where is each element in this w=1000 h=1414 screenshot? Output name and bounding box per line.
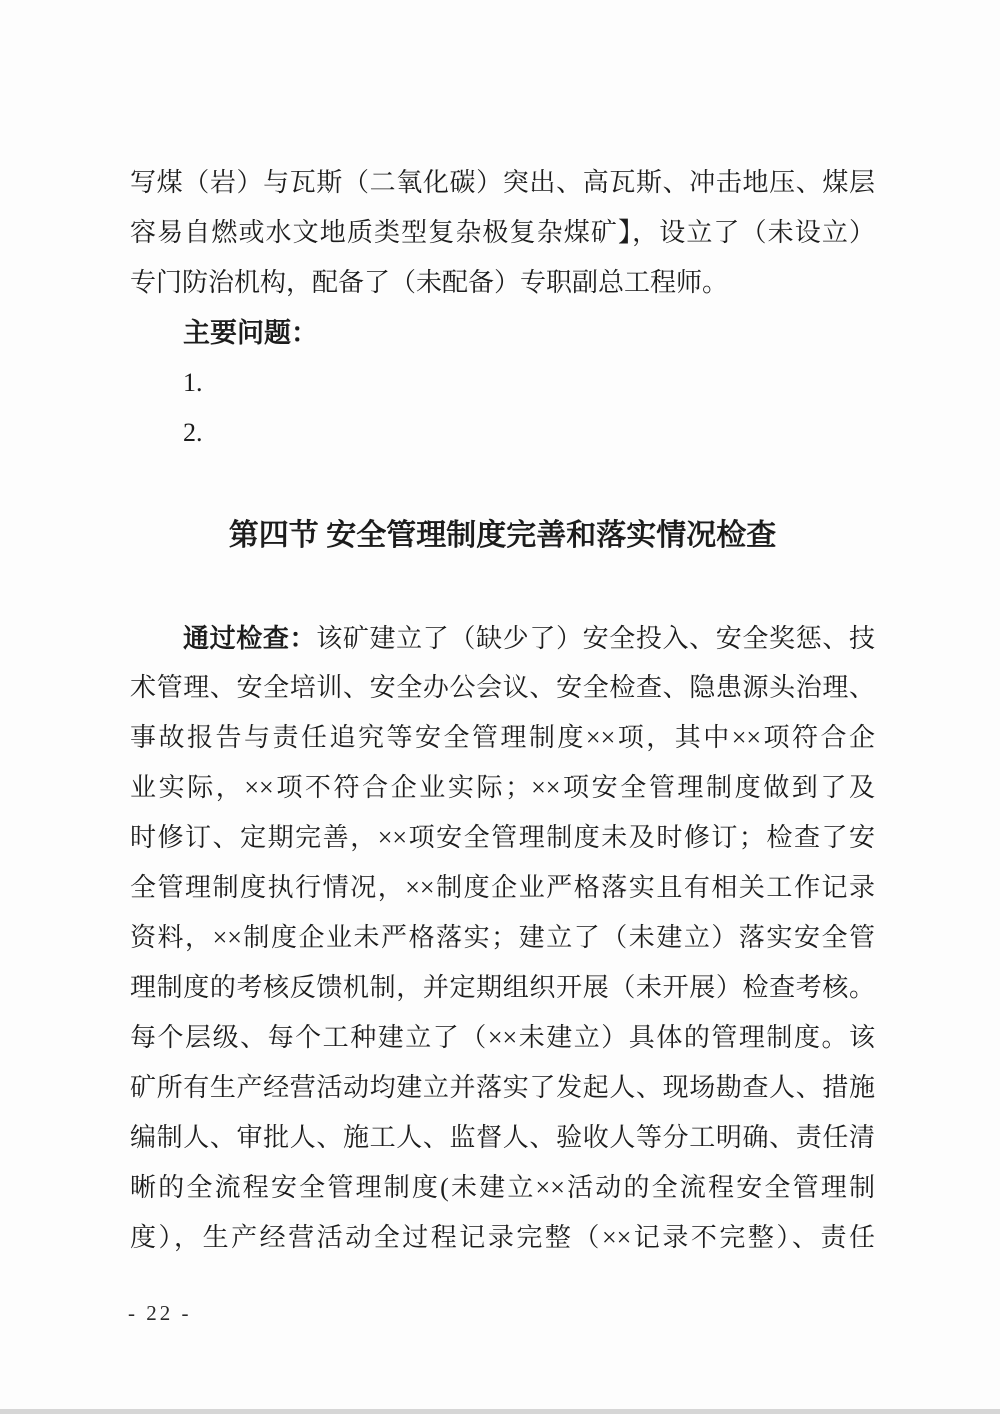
list-item-1 [130, 358, 875, 408]
text-line: 写煤（岩）与瓦斯（二氧化碳）突出、高瓦斯、冲击地压、煤层 [130, 168, 875, 197]
text-line: 时修订、定期完善，××项安全管理制度未及时修订；检查了安 [130, 823, 875, 852]
text-line-rest: 该矿建立了（缺少了）安全投入、安全奖惩、技 [316, 624, 875, 653]
text-line: 业实际，××项不符合企业实际；××项安全管理制度做到了及 [130, 773, 875, 802]
text-line: 资料，××制度企业未严格落实；建立了（未建立）落实安全管 [130, 923, 875, 952]
text-line: 晰的全流程安全管理制度(未建立××活动的全流程安全管理制 [130, 1173, 875, 1202]
text-line: 术管理、安全培训、安全办公会议、安全检查、隐患源头治理、 [130, 673, 875, 702]
page-number: - 22 - [128, 1301, 192, 1325]
text-line: 每个层级、每个工种建立了（××未建立）具体的管理制度。该 [130, 1023, 875, 1052]
text-line: 矿所有生产经营活动均建立并落实了发起人、现场勘查人、措施 [130, 1073, 875, 1102]
text-line: 理制度的考核反馈机制，并定期组织开展（未开展）检查考核。 [130, 973, 875, 1002]
paragraph-gas-outburst [130, 158, 875, 308]
scan-edge-artifact [0, 1409, 1000, 1414]
text-line: 专门防治机构，配备了（未配备）专职副总工程师。 [130, 268, 729, 297]
list-item-2 [130, 408, 875, 458]
text-line: 容易自燃或水文地质类型复杂极复杂煤矿】，设立了（未设立） [130, 218, 875, 247]
inspection-lead-label: 通过检查： [183, 623, 317, 653]
paragraph-inspection-findings [130, 613, 875, 1263]
section-heading: 第四节 安全管理制度完善和落实情况检查 [228, 519, 777, 552]
list-item-number: 1. [183, 368, 203, 397]
text-line: 度），生产经营活动全过程记录完整（××记录不完整）、责任 [130, 1223, 875, 1252]
list-item-number: 2. [183, 418, 203, 447]
text-line [130, 613, 875, 663]
text-line: 全管理制度执行情况，××制度企业严格落实且有相关工作记录 [130, 873, 875, 902]
main-problems-label [130, 308, 875, 358]
text-line: 编制人、审批人、施工人、监督人、验收人等分工明确、责任清 [130, 1123, 875, 1152]
main-problems-label-text: 主要问题： [183, 318, 318, 348]
text-line: 事故报告与责任追究等安全管理制度××项，其中××项符合企 [130, 723, 875, 752]
